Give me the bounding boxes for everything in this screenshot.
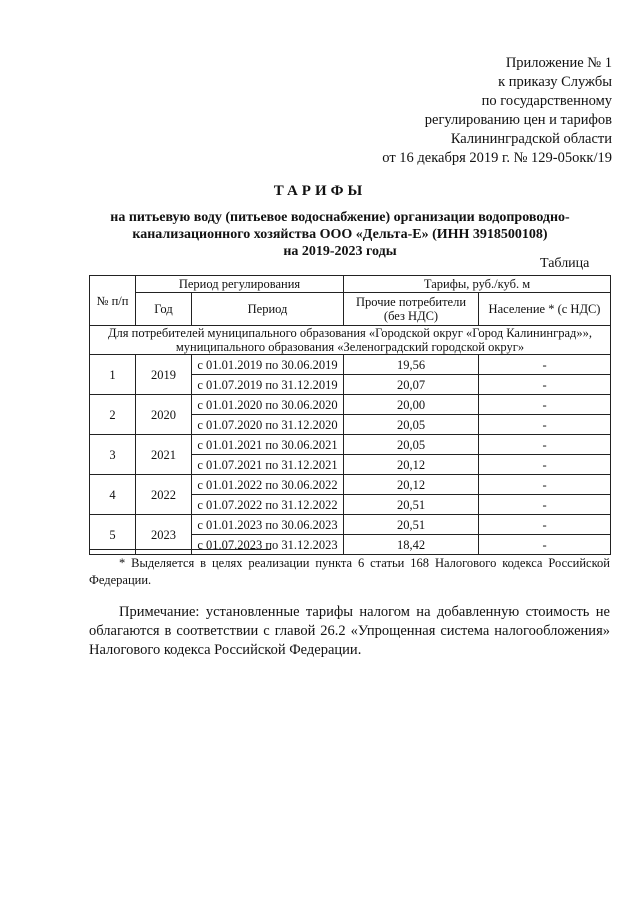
row-period: с 01.07.2021 по 31.12.2021 bbox=[192, 455, 344, 475]
row-year: 2020 bbox=[136, 395, 192, 435]
row-population-tariff: - bbox=[479, 495, 611, 515]
note: Примечание: установленные тарифы налогом на добавленную стоимость не облагаются в соответствии с главой 26.2 «Упрощенная система налогообложения» Налогового кодекса Российской Федерации. bbox=[89, 604, 610, 658]
row-period: с 01.01.2022 по 30.06.2022 bbox=[192, 475, 344, 495]
row-num: 3 bbox=[90, 435, 136, 475]
header-num: № п/п bbox=[90, 276, 136, 326]
table-body bbox=[90, 355, 611, 555]
row-period: с 01.07.2023 по 31.12.2023 bbox=[192, 535, 344, 555]
row-year: 2022 bbox=[136, 475, 192, 515]
table-label: Таблица bbox=[540, 256, 590, 271]
row-num: 2 bbox=[90, 395, 136, 435]
row-num: 1 bbox=[90, 355, 136, 395]
footnote: * Выделяется в целях реализации пункта 6 статьи 168 Налогового кодекса Российской Федерации. bbox=[89, 556, 610, 587]
approval-line: по государственному bbox=[481, 93, 612, 109]
approval-line: Калининградской области bbox=[450, 131, 612, 147]
row-other-tariff: 19,56 bbox=[344, 355, 479, 375]
document-subtitle bbox=[60, 209, 620, 260]
group-caption: Для потребителей муниципального образования «Городской округ «Город Калининград»», муниципального образования «Зеленоградский городской округ» bbox=[90, 326, 611, 355]
table-row bbox=[90, 355, 611, 375]
row-population-tariff: - bbox=[479, 395, 611, 415]
approval-line: от 16 декабря 2019 г. № 129-05окк/19 bbox=[382, 150, 612, 166]
row-num: 4 bbox=[90, 475, 136, 515]
row-period: с 01.07.2020 по 31.12.2020 bbox=[192, 415, 344, 435]
tariffs-table bbox=[89, 275, 611, 555]
row-period: с 01.07.2019 по 31.12.2019 bbox=[192, 375, 344, 395]
row-period: с 01.01.2021 по 30.06.2021 bbox=[192, 435, 344, 455]
row-population-tariff: - bbox=[479, 375, 611, 395]
row-other-tariff: 20,12 bbox=[344, 475, 479, 495]
row-num: 5 bbox=[90, 515, 136, 555]
row-population-tariff: - bbox=[479, 355, 611, 375]
table-row bbox=[90, 515, 611, 535]
header-period: Период bbox=[192, 293, 344, 326]
subtitle-line: канализационного хозяйства ООО «Дельта-Е» (ИНН 3918500108) bbox=[132, 227, 548, 242]
row-other-tariff: 20,00 bbox=[344, 395, 479, 415]
row-other-tariff: 20,12 bbox=[344, 455, 479, 475]
row-population-tariff: - bbox=[479, 455, 611, 475]
row-population-tariff: - bbox=[479, 535, 611, 555]
row-population-tariff: - bbox=[479, 475, 611, 495]
document-title: ТАРИФЫ bbox=[273, 183, 367, 199]
header-tariffs: Тарифы, руб./куб. м bbox=[344, 276, 611, 293]
header-population: Население * (с НДС) bbox=[479, 293, 611, 326]
row-other-tariff: 20,05 bbox=[344, 415, 479, 435]
subtitle-line: на питьевую воду (питьевое водоснабжение) организации водопроводно- bbox=[110, 210, 570, 225]
row-other-tariff: 20,07 bbox=[344, 375, 479, 395]
row-period: с 01.07.2022 по 31.12.2022 bbox=[192, 495, 344, 515]
row-period: с 01.01.2019 по 30.06.2019 bbox=[192, 355, 344, 375]
row-population-tariff: - bbox=[479, 515, 611, 535]
row-other-tariff: 18,42 bbox=[344, 535, 479, 555]
header-year: Год bbox=[136, 293, 192, 326]
row-year: 2023 bbox=[136, 515, 192, 555]
row-year: 2021 bbox=[136, 435, 192, 475]
row-period: с 01.01.2020 по 30.06.2020 bbox=[192, 395, 344, 415]
approval-line: Приложение № 1 bbox=[505, 55, 612, 71]
approval-block bbox=[330, 54, 612, 168]
row-other-tariff: 20,51 bbox=[344, 495, 479, 515]
footnote-divider bbox=[89, 549, 271, 550]
row-other-tariff: 20,51 bbox=[344, 515, 479, 535]
row-period: с 01.01.2023 по 30.06.2023 bbox=[192, 515, 344, 535]
row-population-tariff: - bbox=[479, 415, 611, 435]
header-other-consumers: Прочие потребители (без НДС) bbox=[344, 293, 479, 326]
approval-line: регулированию цен и тарифов bbox=[424, 112, 612, 128]
row-population-tariff: - bbox=[479, 435, 611, 455]
row-year: 2019 bbox=[136, 355, 192, 395]
header-regulation-period: Период регулирования bbox=[136, 276, 344, 293]
approval-line: к приказу Службы bbox=[498, 74, 612, 90]
table-row bbox=[90, 395, 611, 415]
row-other-tariff: 20,05 bbox=[344, 435, 479, 455]
table-row bbox=[90, 435, 611, 455]
table-row bbox=[90, 475, 611, 495]
subtitle-line: на 2019-2023 годы bbox=[283, 244, 397, 259]
